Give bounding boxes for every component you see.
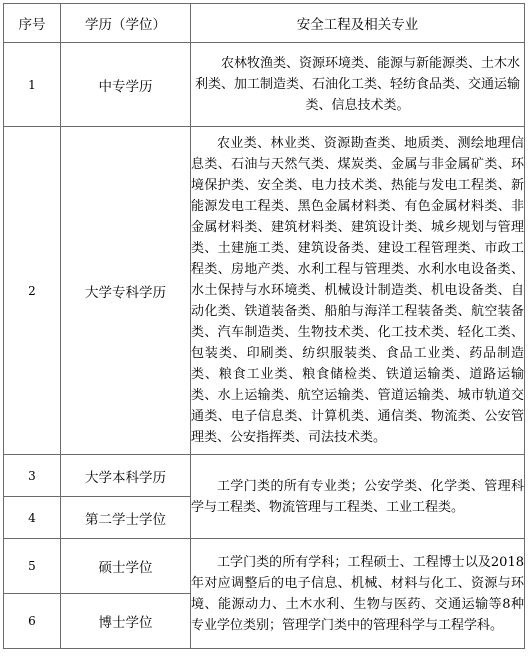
row-number: 2 <box>4 127 61 455</box>
row-majors-cell <box>191 539 525 649</box>
row-majors-cell <box>191 43 525 127</box>
row-number: 5 <box>4 539 61 594</box>
row-majors: 工学门类的所有专业类；公安学类、化学类、管理科学与工程类、物流管理与工程类、工业工程类。 <box>191 478 524 515</box>
row-number: 1 <box>4 43 61 127</box>
table-row <box>4 127 525 455</box>
row-number: 4 <box>4 497 61 539</box>
row-degree: 中专学历 <box>61 43 191 127</box>
header-row <box>4 4 525 43</box>
row-number: 3 <box>4 455 61 497</box>
header-no: 序号 <box>4 4 61 43</box>
header-majors: 安全工程及相关专业 <box>191 4 525 43</box>
row-degree: 大学专科学历 <box>61 127 191 455</box>
row-majors-cell <box>191 455 525 539</box>
table-row <box>4 539 525 594</box>
row-majors-cell <box>191 127 525 455</box>
row-majors: 工学门类的所有学科；工程硕士、工程博士以及2018年对应调整后的电子信息、机械、材料与化工、资源与环境、能源动力、土木水利、生物与医药、交通运输等8种专业学位类别；管理学门类中的管理科学与工程学科。 <box>191 554 524 633</box>
header-degree: 学历（学位） <box>61 4 191 43</box>
row-degree: 博士学位 <box>61 594 191 649</box>
row-number: 6 <box>4 594 61 649</box>
majors-table <box>3 3 525 649</box>
row-degree: 大学本科学历 <box>61 455 191 497</box>
row-degree: 第二学士学位 <box>61 497 191 539</box>
row-majors: 农林牧渔类、资源环境类、能源与新能源类、土木水利类、加工制造类、石油化工类、轻纺食品类、交通运输类、信息技术类。 <box>195 56 521 113</box>
row-majors: 农业类、林业类、资源勘查类、地质类、测绘地理信息类、石油与天然气类、煤炭类、金属与非金属矿类、环境保护类、安全类、电力技术类、热能与发电工程类、新能源发电工程类、黑色金属材料类、有色金属材料类、非金属材料类、建筑材料类、建筑设计类、城乡规划与管理类、土建施工类、建筑设备类、建设工程管理类、市政工程类、房地产类、水利工程与管理类、水利水电设备类、水土保持与水环境类、机械设计制造类、机电设备类、自动化类、铁道装备类、船舶与海洋工程装备类、航空装备类、汽车制造类、生物技术类、化工技术类、轻化工类、包装类、印刷类、纺织服装类、食品工业类、药品制造类、粮食工业类、粮食储检类、铁道运输类、道路运输类、水上运输类、航空运输类、管道运输类、城市轨道交通类、电子信息类、计算机类、通信类、物流类、公安管理类、公安指挥类、司法技术类。 <box>191 136 524 445</box>
row-degree: 硕士学位 <box>61 539 191 594</box>
table-row <box>4 455 525 497</box>
table-row <box>4 43 525 127</box>
